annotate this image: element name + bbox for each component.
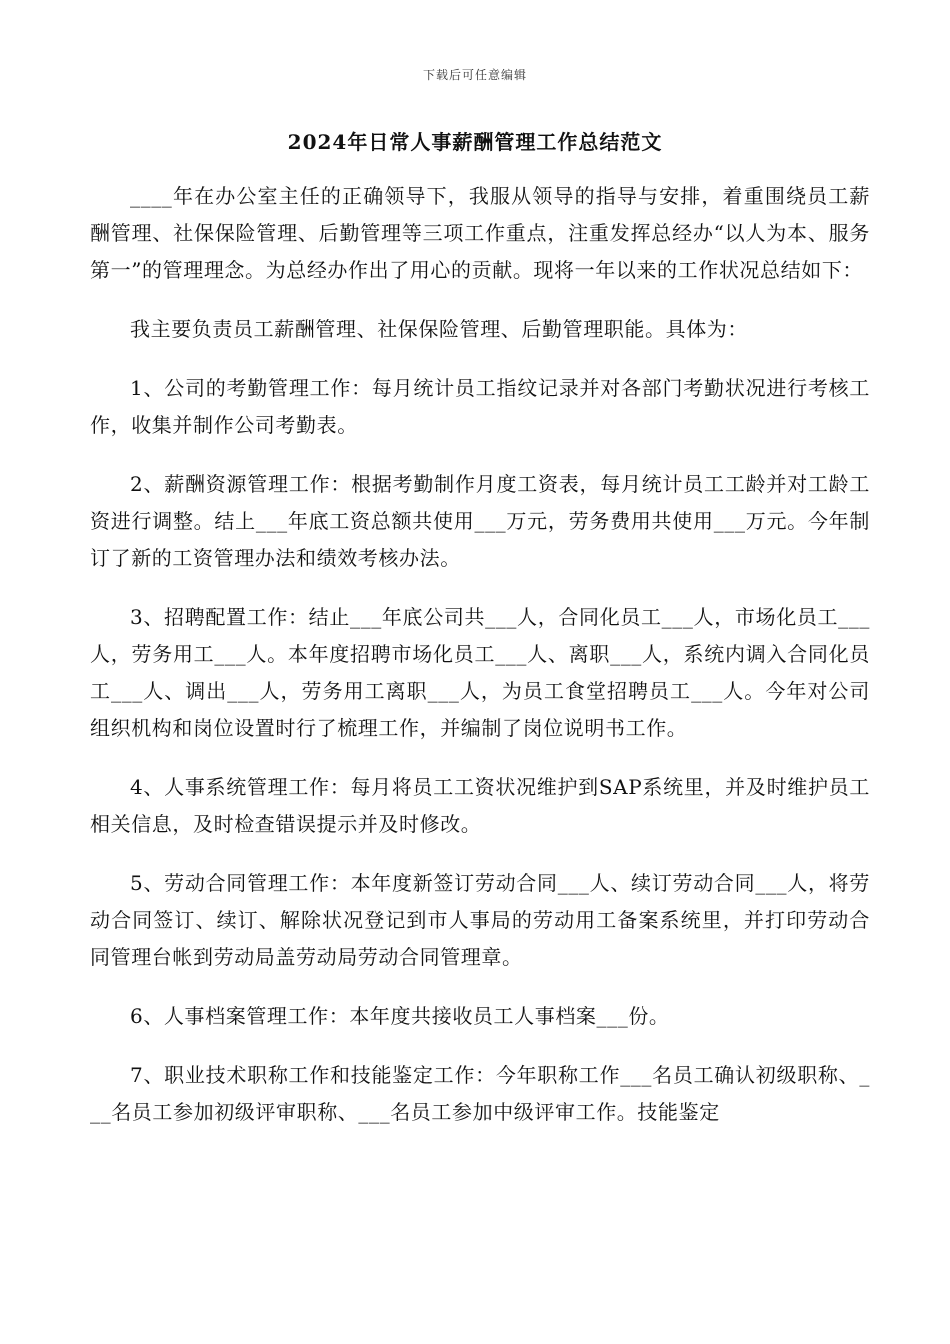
document-body <box>90 178 870 1153</box>
header-note: 下载后可任意编辑 <box>422 68 527 82</box>
paragraph-item-1: 1、公司的考勤管理工作：每月统计员工指纹记录并对各部门考勤状况进行考核工作，收集并制作公司考勤表。 <box>90 376 870 437</box>
paragraph-item-4: 4、人事系统管理工作：每月将员工工资状况维护到SAP系统里，并及时维护员工相关信息，及时检查错误提示并及时修改。 <box>90 775 870 836</box>
paragraph-item-6: 6、人事档案管理工作：本年度共接收员工人事档案___份。 <box>130 1004 670 1028</box>
paragraph-item-5: 5、劳动合同管理工作：本年度新签订劳动合同___人、续订劳动合同___人，将劳动合同签订、续订、解除状况登记到市人事局的劳动用工备案系统里，并打印劳动合同管理台帐到劳动局盖劳动局劳动合同管理章。 <box>90 871 870 969</box>
paragraph-item-7: 7、职业技术职称工作和技能鉴定工作：今年职称工作___名员工确认初级职称、___名员工参加初级评审职称、___名员工参加中级评审工作。技能鉴定 <box>90 1063 870 1124</box>
document-title: 2024年日常人事薪酬管理工作总结范文 <box>287 130 663 154</box>
paragraph-item-2: 2、薪酬资源管理工作：根据考勤制作月度工资表，每月统计员工工龄并对工龄工资进行调整。结上___年底工资总额共使用___万元，劳务费用共使用___万元。今年制订了新的工资管理办法和绩效考核办法。 <box>90 472 870 570</box>
paragraph-duties: 我主要负责员工薪酬管理、社保保险管理、后勤管理职能。具体为： <box>130 317 748 341</box>
paragraph-intro: ____年在办公室主任的正确领导下，我服从领导的指导与安排，着重围绕员工薪酬管理、社保保险管理、后勤管理等三项工作重点，注重发挥总经办“以人为本、服务第一”的管理理念。为总经办作出了用心的贡献。现将一年以来的工作状况总结如下： <box>90 184 870 282</box>
paragraph-item-3: 3、招聘配置工作：结止___年底公司共___人，合同化员工___人，市场化员工___人，劳务用工___人。本年度招聘市场化员工___人、离职___人，系统内调入合同化员工___人、调出___人，劳务用工离职___人，为员工食堂招聘员工___人。今年对公司组织机构和岗位设置时行了梳理工作，并编制了岗位说明书工作。 <box>90 605 870 740</box>
